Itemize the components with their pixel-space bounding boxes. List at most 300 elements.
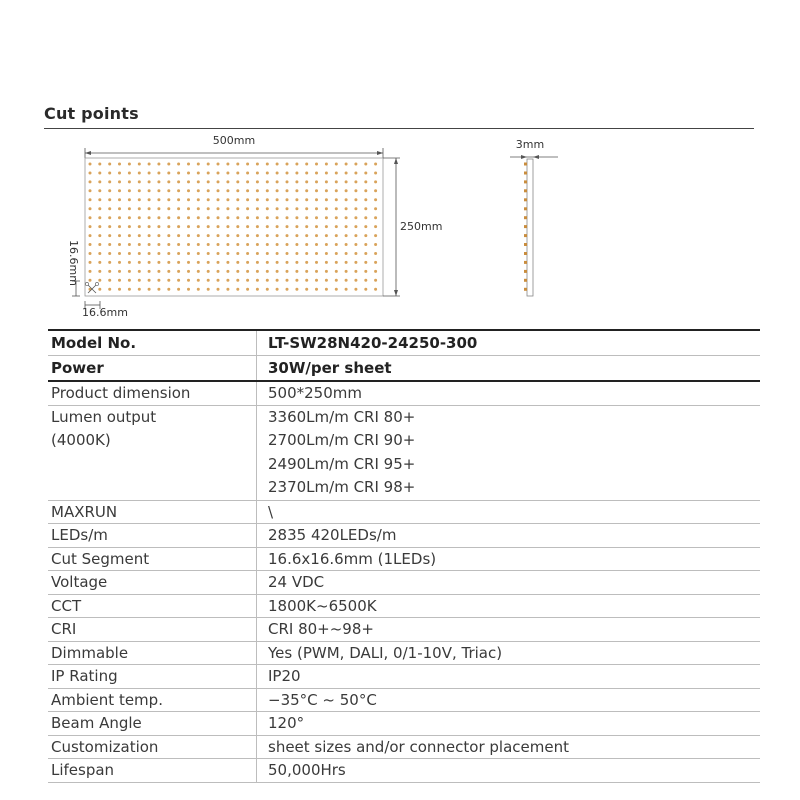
led-dot: [236, 216, 239, 219]
led-dot: [374, 163, 377, 166]
led-dot: [354, 270, 357, 273]
led-dot: [364, 189, 367, 192]
led-dot: [266, 252, 269, 255]
led-dot: [138, 225, 141, 228]
led-dot: [295, 234, 298, 237]
led-dot: [354, 163, 357, 166]
led-dot: [236, 163, 239, 166]
led-dot: [335, 198, 338, 201]
led-dot: [286, 234, 289, 237]
led-dot: [118, 288, 121, 291]
led-dot: [187, 279, 190, 282]
led-dot: [207, 163, 210, 166]
led-dot: [167, 252, 170, 255]
spec-label: Customization: [48, 735, 257, 759]
led-dot: [256, 189, 259, 192]
led-dot: [236, 288, 239, 291]
led-dot: [167, 163, 170, 166]
led-dot: [226, 180, 229, 183]
lumen-value-line: 2370Lm/m CRI 98+: [268, 478, 416, 496]
spec-value: 30W/per sheet: [257, 356, 761, 382]
spec-label: Ambient temp.: [48, 688, 257, 712]
led-dot: [276, 234, 279, 237]
led-dot: [128, 243, 131, 246]
led-dot: [217, 207, 220, 210]
side-led: [524, 163, 527, 166]
led-dot: [276, 243, 279, 246]
led-dot: [266, 172, 269, 175]
led-dot: [118, 279, 121, 282]
led-dot: [148, 198, 151, 201]
led-dot: [305, 270, 308, 273]
led-dot: [236, 270, 239, 273]
led-dot: [217, 189, 220, 192]
led-dot: [256, 234, 259, 237]
led-dot: [157, 198, 160, 201]
led-dot: [167, 234, 170, 237]
led-dot: [167, 288, 170, 291]
sheet-side-view: [527, 159, 533, 296]
led-dot: [305, 288, 308, 291]
led-dot: [276, 172, 279, 175]
led-dot: [374, 225, 377, 228]
led-dot: [364, 243, 367, 246]
led-dot: [246, 225, 249, 228]
led-dot: [295, 180, 298, 183]
led-dot: [345, 279, 348, 282]
led-dot: [246, 243, 249, 246]
led-dot: [335, 207, 338, 210]
lumen-value-line: 2700Lm/m CRI 90+: [268, 431, 416, 449]
led-dot: [286, 270, 289, 273]
led-dot: [286, 252, 289, 255]
led-dot: [118, 216, 121, 219]
lumen-label-line: Lumen output: [51, 407, 157, 426]
led-dot: [295, 163, 298, 166]
led-dot: [128, 180, 131, 183]
led-dot: [177, 225, 180, 228]
led-dot: [187, 172, 190, 175]
led-dot: [98, 252, 101, 255]
led-dot: [98, 243, 101, 246]
led-dot: [197, 225, 200, 228]
led-dot: [187, 252, 190, 255]
led-dot: [108, 234, 111, 237]
led-dot: [148, 234, 151, 237]
led-dot: [266, 288, 269, 291]
led-dot: [236, 198, 239, 201]
led-dot: [256, 198, 259, 201]
led-dot: [266, 234, 269, 237]
title-divider: [44, 128, 754, 129]
led-dot: [89, 198, 92, 201]
led-dot: [108, 172, 111, 175]
led-dot: [236, 252, 239, 255]
led-dot: [345, 234, 348, 237]
led-dot: [276, 270, 279, 273]
led-dot: [256, 225, 259, 228]
led-dot: [187, 216, 190, 219]
led-dot: [345, 270, 348, 273]
led-dot: [157, 189, 160, 192]
led-dot: [315, 163, 318, 166]
led-dot: [157, 180, 160, 183]
led-dot: [148, 288, 151, 291]
led-dot: [108, 252, 111, 255]
led-dot: [98, 207, 101, 210]
led-dot: [197, 234, 200, 237]
pitch-vertical-label: 16.6mm: [67, 240, 80, 286]
led-dot: [138, 252, 141, 255]
led-dot: [246, 172, 249, 175]
led-dot: [266, 216, 269, 219]
side-led: [524, 180, 527, 183]
spec-value: 16.6x16.6mm (1LEDs): [257, 547, 761, 571]
spec-label: MAXRUN: [48, 500, 257, 524]
led-dot: [157, 216, 160, 219]
led-dot: [305, 216, 308, 219]
led-dot: [128, 252, 131, 255]
led-dot: [118, 198, 121, 201]
led-dot: [187, 270, 190, 273]
led-dot: [295, 270, 298, 273]
led-dot: [207, 234, 210, 237]
led-dot: [305, 172, 308, 175]
led-dot: [364, 234, 367, 237]
led-dot: [98, 172, 101, 175]
led-dot: [374, 216, 377, 219]
led-dot: [187, 288, 190, 291]
led-dot: [305, 279, 308, 282]
led-dot: [276, 163, 279, 166]
led-dot: [335, 180, 338, 183]
led-dot: [364, 261, 367, 264]
led-dot: [167, 261, 170, 264]
led-dot: [315, 189, 318, 192]
spec-label: IP Rating: [48, 665, 257, 689]
led-dot: [286, 288, 289, 291]
led-dot: [305, 207, 308, 210]
side-led: [524, 207, 527, 210]
led-dot: [197, 189, 200, 192]
led-dot: [236, 189, 239, 192]
spec-value: Yes (PWM, DALI, 0/1-10V, Triac): [257, 641, 761, 665]
height-label: 250mm: [400, 220, 443, 233]
led-dot: [226, 234, 229, 237]
led-dot: [108, 216, 111, 219]
led-dot: [98, 198, 101, 201]
width-label: 500mm: [212, 134, 256, 147]
led-dot: [276, 198, 279, 201]
led-dot: [128, 163, 131, 166]
led-dot: [177, 207, 180, 210]
led-dot: [286, 225, 289, 228]
led-dot: [335, 216, 338, 219]
side-led: [524, 252, 527, 255]
led-dot: [364, 216, 367, 219]
led-dot: [305, 234, 308, 237]
led-dot: [246, 163, 249, 166]
led-dot: [345, 216, 348, 219]
spec-value: 50,000Hrs: [257, 759, 761, 783]
led-dot: [226, 261, 229, 264]
led-dot: [128, 288, 131, 291]
led-dot: [246, 234, 249, 237]
led-dot: [246, 261, 249, 264]
spec-value: 120°: [257, 712, 761, 736]
spec-label: Beam Angle: [48, 712, 257, 736]
led-dot: [177, 270, 180, 273]
led-dot: [246, 279, 249, 282]
led-dot: [98, 270, 101, 273]
led-dot: [335, 252, 338, 255]
led-dot: [256, 252, 259, 255]
led-dot: [89, 270, 92, 273]
led-dot: [217, 288, 220, 291]
led-dot: [138, 279, 141, 282]
led-dot: [138, 172, 141, 175]
led-dot: [354, 189, 357, 192]
led-dot: [226, 225, 229, 228]
led-dot: [295, 189, 298, 192]
cut-points-diagram: [0, 130, 800, 330]
spec-label: Voltage: [48, 571, 257, 595]
led-dot: [374, 207, 377, 210]
led-dot: [325, 252, 328, 255]
led-dot: [374, 234, 377, 237]
led-dot: [207, 180, 210, 183]
led-dot: [187, 243, 190, 246]
led-dot: [236, 243, 239, 246]
led-dot: [157, 261, 160, 264]
led-dot: [197, 180, 200, 183]
led-dot: [207, 172, 210, 175]
spec-label: CCT: [48, 594, 257, 618]
led-dot: [148, 252, 151, 255]
led-dot: [197, 163, 200, 166]
led-dot: [98, 225, 101, 228]
led-dot: [315, 180, 318, 183]
led-dot: [118, 163, 121, 166]
led-dot: [266, 180, 269, 183]
led-dot: [157, 163, 160, 166]
led-dot: [167, 180, 170, 183]
led-dot: [108, 261, 111, 264]
led-dot: [108, 225, 111, 228]
led-dot: [98, 180, 101, 183]
led-dot: [315, 243, 318, 246]
led-dot: [236, 234, 239, 237]
lumen-value-line: 3360Lm/m CRI 80+: [268, 407, 416, 426]
led-dot: [286, 261, 289, 264]
led-dot: [335, 261, 338, 264]
led-dot: [177, 198, 180, 201]
led-dot: [108, 279, 111, 282]
led-dot: [256, 207, 259, 210]
spec-label: Cut Segment: [48, 547, 257, 571]
led-dot: [187, 180, 190, 183]
led-dot: [89, 189, 92, 192]
led-dot: [325, 261, 328, 264]
led-dot: [217, 225, 220, 228]
led-dot: [315, 207, 318, 210]
spec-label: Model No.: [48, 330, 257, 356]
led-dot: [256, 243, 259, 246]
led-dot: [108, 270, 111, 273]
led-dot: [177, 279, 180, 282]
led-dot: [98, 288, 101, 291]
spec-label: CRI: [48, 618, 257, 642]
spec-row: [48, 688, 760, 712]
led-dot: [157, 207, 160, 210]
led-dot: [148, 207, 151, 210]
led-dot: [197, 279, 200, 282]
led-dot: [374, 243, 377, 246]
led-dot: [266, 225, 269, 228]
led-dot: [226, 243, 229, 246]
led-dot: [236, 180, 239, 183]
led-dot: [128, 279, 131, 282]
led-dot: [177, 163, 180, 166]
led-dot: [207, 198, 210, 201]
led-dot: [295, 216, 298, 219]
led-dot: [157, 252, 160, 255]
led-dot: [167, 198, 170, 201]
led-dot: [177, 172, 180, 175]
led-dot: [226, 216, 229, 219]
led-dot: [305, 163, 308, 166]
led-dot: [167, 225, 170, 228]
led-dot: [335, 288, 338, 291]
led-dot: [364, 198, 367, 201]
led-dot: [108, 207, 111, 210]
led-dot: [246, 198, 249, 201]
led-dot: [276, 180, 279, 183]
spec-row: [48, 524, 760, 548]
thickness-label: 3mm: [515, 138, 545, 151]
spec-row: [48, 571, 760, 595]
led-dot: [315, 225, 318, 228]
led-dot: [207, 216, 210, 219]
led-dot: [148, 270, 151, 273]
led-dot: [345, 243, 348, 246]
led-dot: [354, 261, 357, 264]
led-dot: [98, 234, 101, 237]
led-dot: [187, 225, 190, 228]
led-dot: [295, 243, 298, 246]
spec-value: sheet sizes and/or connector placement: [257, 735, 761, 759]
led-dot: [138, 270, 141, 273]
led-dot: [217, 270, 220, 273]
led-dot: [295, 198, 298, 201]
led-dot: [207, 252, 210, 255]
led-dot: [286, 189, 289, 192]
led-dot: [335, 225, 338, 228]
led-dot: [325, 234, 328, 237]
led-dot: [364, 270, 367, 273]
spec-row: [48, 665, 760, 689]
led-dot: [148, 279, 151, 282]
spec-row: [48, 641, 760, 665]
spec-value: 1800K~6500K: [257, 594, 761, 618]
led-dot: [226, 288, 229, 291]
side-led: [524, 172, 527, 175]
led-dot: [167, 279, 170, 282]
led-dot: [197, 198, 200, 201]
led-dot: [128, 207, 131, 210]
led-dot: [266, 270, 269, 273]
led-dot: [89, 261, 92, 264]
led-dot: [295, 288, 298, 291]
led-dot: [226, 172, 229, 175]
led-dot: [295, 279, 298, 282]
led-dot: [207, 225, 210, 228]
led-dot: [256, 288, 259, 291]
led-dot: [177, 288, 180, 291]
led-dot: [207, 207, 210, 210]
led-dot: [187, 207, 190, 210]
led-dot: [286, 279, 289, 282]
side-led: [524, 261, 527, 264]
led-dot: [157, 288, 160, 291]
led-dot: [138, 216, 141, 219]
led-dot: [89, 279, 92, 282]
led-dot: [128, 270, 131, 273]
led-dot: [108, 180, 111, 183]
spec-value: 2835 420LEDs/m: [257, 524, 761, 548]
led-dot: [138, 189, 141, 192]
side-led: [524, 279, 527, 282]
led-dot: [167, 270, 170, 273]
led-dot: [148, 189, 151, 192]
led-dot: [246, 180, 249, 183]
spec-value: −35°C ~ 50°C: [257, 688, 761, 712]
led-dot: [197, 207, 200, 210]
section-title: Cut points: [44, 104, 139, 123]
led-dot: [217, 180, 220, 183]
led-dot: [187, 198, 190, 201]
led-dot: [276, 207, 279, 210]
led-dot: [138, 243, 141, 246]
led-dot: [335, 189, 338, 192]
led-dot: [256, 172, 259, 175]
led-dot: [256, 163, 259, 166]
led-dot: [98, 216, 101, 219]
led-dot: [138, 180, 141, 183]
spec-row: [48, 618, 760, 642]
led-dot: [138, 163, 141, 166]
led-dot: [374, 252, 377, 255]
led-dot: [118, 261, 121, 264]
side-led: [524, 288, 527, 291]
led-dot: [108, 243, 111, 246]
spec-row: [48, 712, 760, 736]
led-dot: [295, 225, 298, 228]
led-dot: [138, 207, 141, 210]
led-dot: [276, 216, 279, 219]
spec-value: IP20: [257, 665, 761, 689]
led-dot: [167, 189, 170, 192]
led-dot: [256, 261, 259, 264]
led-dot: [305, 252, 308, 255]
led-dot: [295, 172, 298, 175]
led-dot: [187, 189, 190, 192]
led-dot: [305, 180, 308, 183]
led-dot: [138, 234, 141, 237]
led-dot: [354, 279, 357, 282]
led-dot: [197, 261, 200, 264]
side-led: [524, 198, 527, 201]
